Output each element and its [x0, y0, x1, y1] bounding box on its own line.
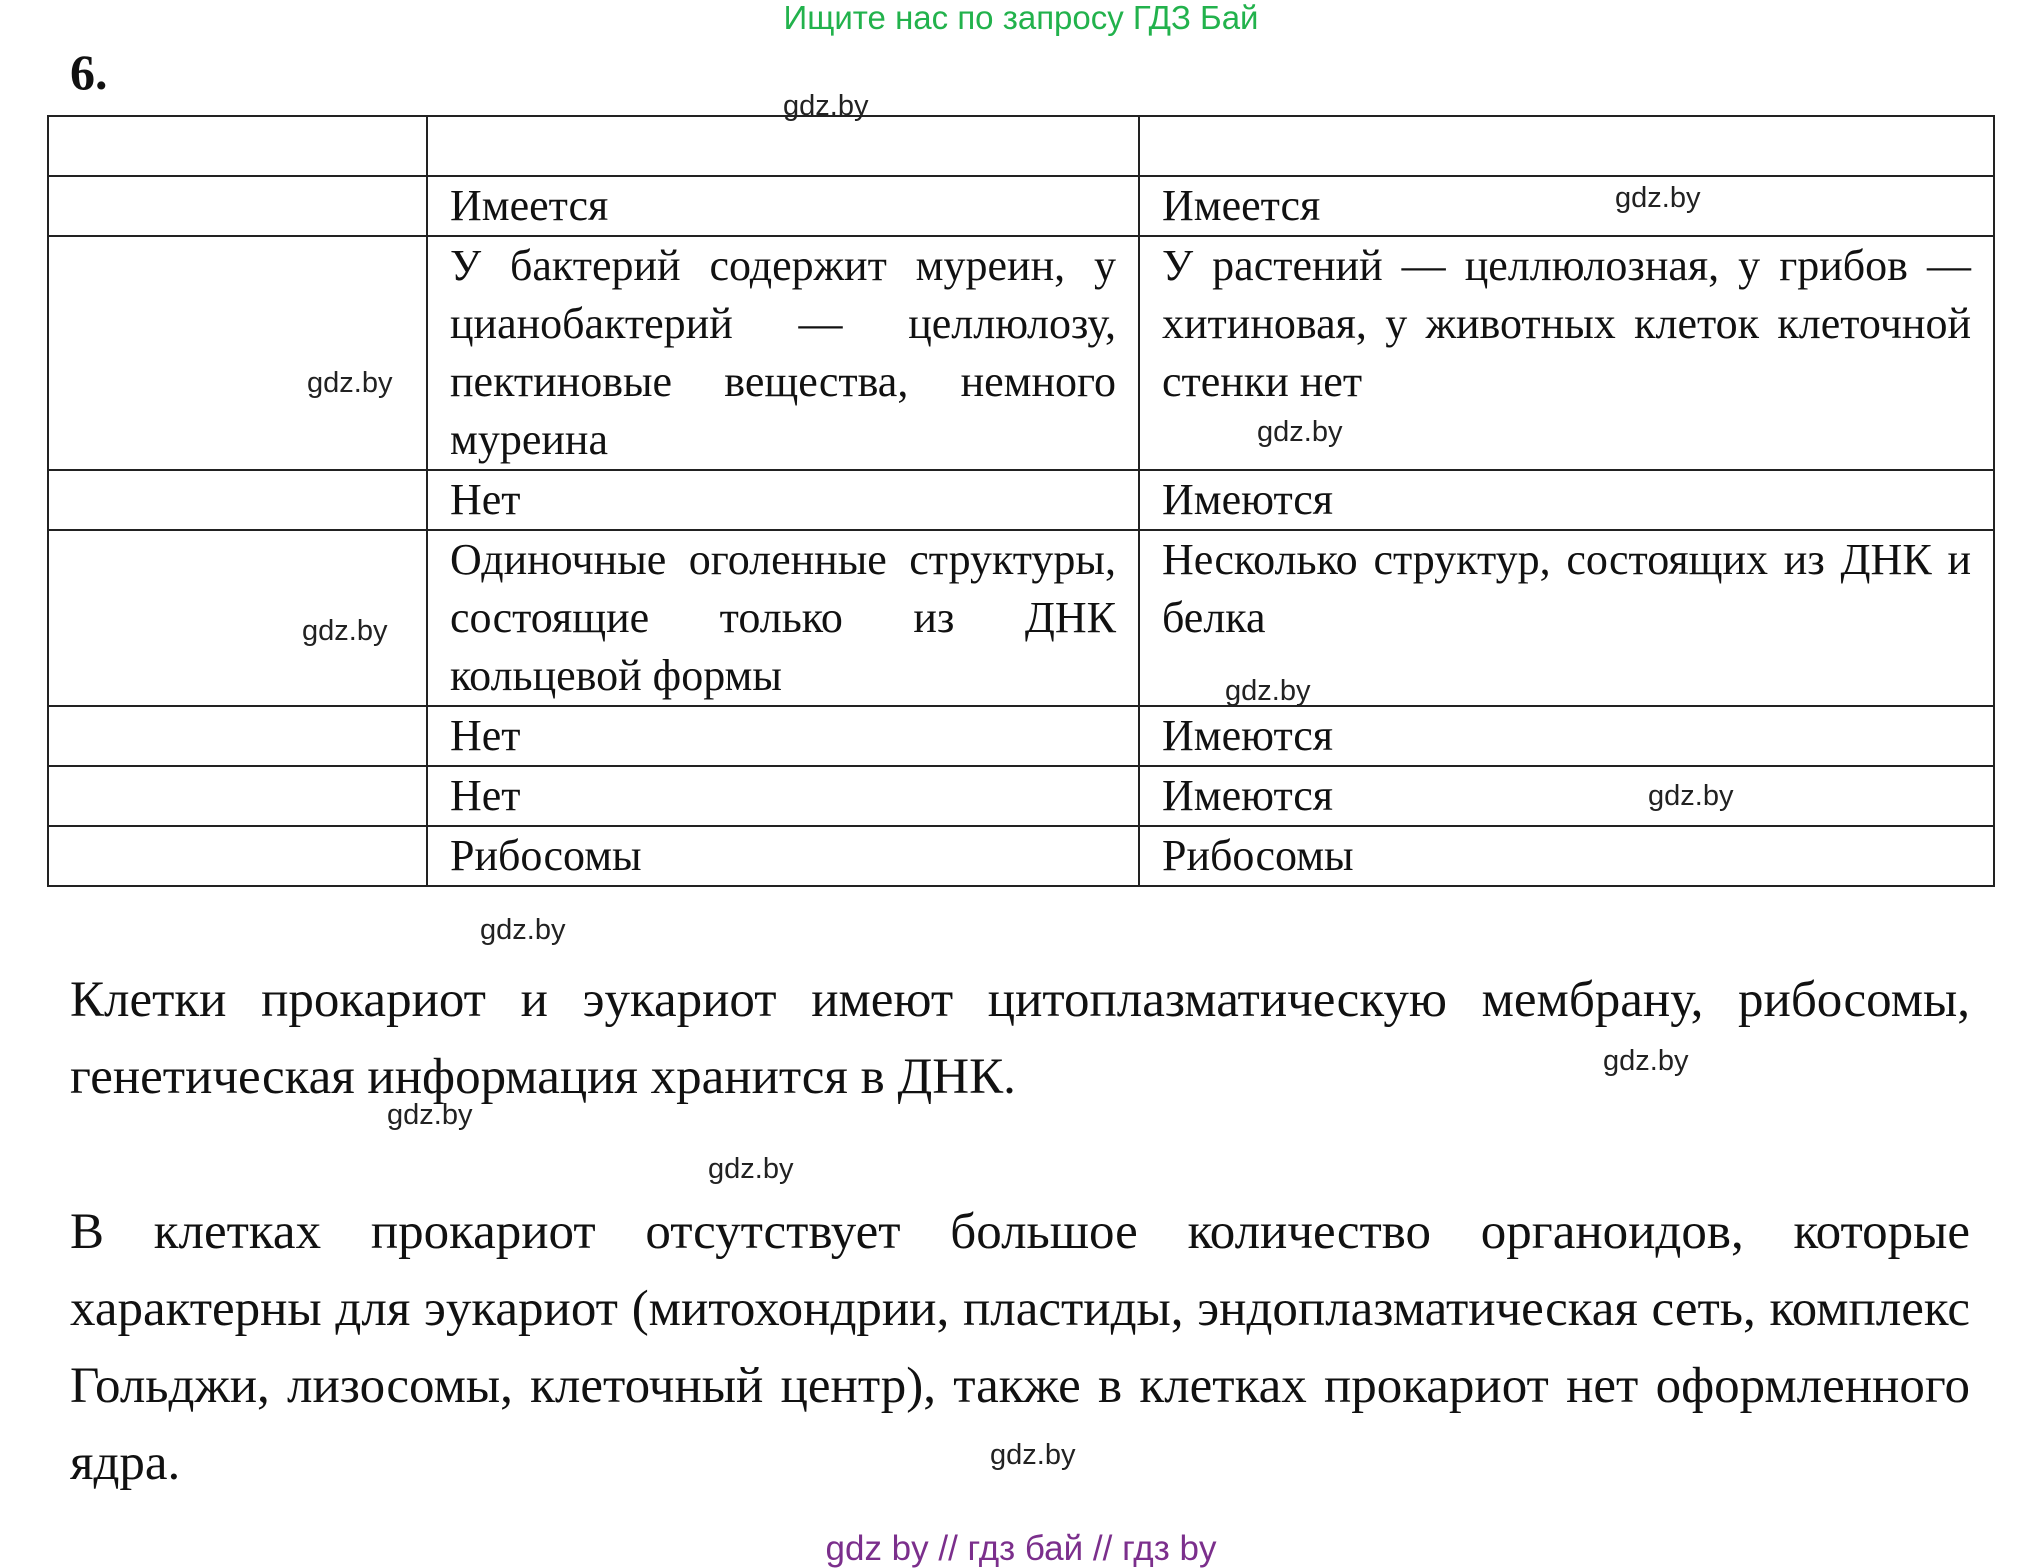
prokaryote-cell: Нет — [427, 706, 1139, 766]
watermark: gdz.by — [1648, 780, 1734, 812]
eukaryote-cell: У растений — целлюлозная, у грибов — хитиновая, у животных клеток клеточной стенки нет — [1139, 236, 1994, 470]
prokaryote-cell — [427, 116, 1139, 176]
watermark: gdz.by — [1615, 182, 1701, 214]
watermark: gdz.by — [302, 615, 388, 647]
feature-cell — [48, 470, 427, 530]
watermark: gdz.by — [990, 1439, 1076, 1471]
feature-cell — [48, 176, 427, 236]
table-row — [48, 116, 1994, 176]
feature-cell — [48, 706, 427, 766]
table-row — [48, 706, 1994, 766]
eukaryote-cell — [1139, 116, 1994, 176]
conclusion-paragraph-similarities: Клетки прокариот и эукариот имеют цитоплазматическую мембрану, рибосомы, генетическая информация хранится в ДНК. — [70, 972, 1970, 1105]
table-row — [48, 176, 1994, 236]
prokaryote-cell: Имеется — [427, 176, 1139, 236]
watermark: gdz.by — [783, 90, 869, 122]
prokaryote-cell: Нет — [427, 470, 1139, 530]
table-row — [48, 236, 1994, 470]
watermark: gdz.by — [1225, 675, 1311, 707]
watermark: gdz.by — [480, 914, 566, 946]
feature-cell — [48, 116, 427, 176]
conclusion-paragraph-differences: В клетках прокариот отсутствует большое количество органоидов, которые характерны для эукариот (митохондрии, пластиды, эндоплазматическая сеть, комплекс Гольджи, лизосомы, клеточный центр), также в клетках прокариот нет оформленного ядра. — [70, 1204, 1970, 1491]
prokaryote-cell: Нет — [427, 766, 1139, 826]
prokaryote-cell: Одиночные оголенные структуры, состоящие только из ДНК кольцевой формы — [427, 530, 1139, 706]
watermark: gdz.by — [307, 367, 393, 399]
task-number: 6. — [70, 44, 108, 100]
eukaryote-cell: Несколько структур, состоящих из ДНК и белка — [1139, 530, 1994, 706]
watermark: gdz.by — [708, 1153, 794, 1185]
comparison-table — [47, 115, 1995, 887]
eukaryote-cell: Имеются — [1139, 766, 1994, 826]
watermark: gdz.by — [1603, 1045, 1689, 1077]
eukaryote-cell: Имеется — [1139, 176, 1994, 236]
watermark: gdz.by — [387, 1099, 473, 1131]
table-row — [48, 470, 1994, 530]
eukaryote-cell: Имеются — [1139, 706, 1994, 766]
footer-links: gdz by // гдз бай // гдз by — [825, 1529, 1217, 1568]
prokaryote-cell: Рибосомы — [427, 826, 1139, 886]
feature-cell — [48, 826, 427, 886]
search-banner: Ищите нас по запросу ГДЗ Бай — [783, 0, 1259, 36]
eukaryote-cell: Имеются — [1139, 470, 1994, 530]
feature-cell — [48, 236, 427, 470]
watermark: gdz.by — [1257, 416, 1343, 448]
eukaryote-cell: Рибосомы — [1139, 826, 1994, 886]
prokaryote-cell: У бактерий содержит муреин, у цианобактерий — целлюлозу, пектиновые вещества, немного муреина — [427, 236, 1139, 470]
feature-cell — [48, 766, 427, 826]
table-row — [48, 826, 1994, 886]
